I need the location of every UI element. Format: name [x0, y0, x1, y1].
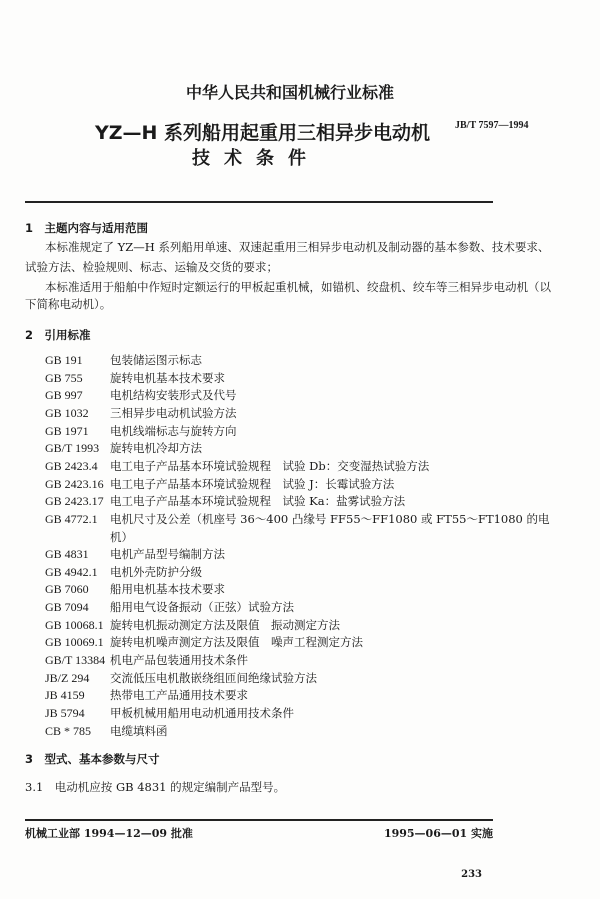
reference-code: GB 2423.17 — [45, 494, 104, 509]
reference-title: 三相异步电动机试验方法 — [110, 405, 237, 420]
reference-item — [45, 652, 248, 668]
reference-item — [45, 723, 168, 739]
reference-title: 电机外壳防护分级 — [110, 564, 202, 579]
reference-title: 旋转电机振动测定方法及限值 振动测定方法 — [110, 617, 340, 632]
paragraph-line: 本标准适用于船舶中作短时定额运行的甲板起重机械，如锚机、绞盘机、绞车等三相异步电动机（以 — [45, 280, 551, 294]
reference-title: 电机线端标志与旋转方向 — [110, 423, 237, 438]
standard-category: 中华人民共和国机械行业标准 — [185, 83, 394, 102]
reference-item — [45, 529, 133, 545]
paragraph-line: 下简称电动机）。 — [25, 297, 112, 311]
reference-title: 电机尺寸及公差（机座号 36～400 凸缘号 FF55～FF1080 或 FT55～FT1080 的电 — [110, 511, 550, 526]
reference-title: 电工电子产品基本环境试验规程 试验 Ka：盐雾试验方法 — [110, 494, 406, 509]
reference-item — [45, 423, 237, 439]
reference-item — [45, 564, 202, 580]
reference-code: GB 10069.1 — [45, 635, 104, 650]
reference-item — [45, 387, 237, 403]
reference-item — [45, 705, 294, 721]
reference-item — [45, 440, 202, 456]
document-title: YZ—H 系列船用起重用三相异步电动机 — [95, 122, 431, 144]
section-2-heading: 2 引用标准 — [25, 328, 91, 342]
reference-item — [45, 670, 317, 686]
reference-item — [45, 599, 294, 615]
reference-item — [45, 581, 225, 597]
reference-title: 旋转电机冷却方法 — [110, 441, 202, 456]
reference-code: GB 4831 — [45, 547, 89, 562]
reference-title: 船用电机基本技术要求 — [110, 582, 225, 597]
reference-title: 甲板机械用船用电动机通用技术条件 — [110, 706, 294, 720]
reference-title: 电缆填料函 — [110, 723, 168, 738]
reference-code: JB/Z 294 — [45, 670, 90, 685]
reference-code: GB 4942.1 — [45, 564, 98, 579]
section-1-heading: 1 主题内容与适用范围 — [25, 221, 149, 235]
reference-code: JB 4159 — [45, 688, 85, 703]
reference-title: 电工电子产品基本环境试验规程 试验 J：长霉试验方法 — [110, 476, 395, 491]
reference-code: GB 7094 — [45, 600, 89, 615]
reference-code: GB 2423.4 — [45, 458, 98, 473]
reference-code: GB 1032 — [45, 405, 89, 420]
reference-item — [45, 511, 550, 527]
reference-title: 交流低压电机散嵌绕组匝间绝缘试验方法 — [110, 670, 317, 685]
reference-title: 包装储运图示标志 — [110, 353, 202, 367]
document-subtitle: 技术条件 — [192, 148, 320, 169]
reference-title: 电工电子产品基本环境试验规程 试验 Db：交变湿热试验方法 — [110, 458, 430, 473]
reference-code: GB 755 — [45, 370, 83, 385]
reference-code: GB 2423.16 — [45, 476, 104, 491]
clause-3-1: 3.1 电动机应按 GB 4831 的规定编制产品型号。 — [25, 780, 286, 794]
reference-code: GB 4772.1 — [45, 511, 98, 526]
reference-title: 热带电工产品通用技术要求 — [110, 688, 248, 703]
approval-date: 机械工业部 1994—12—09 批准 — [25, 827, 193, 840]
reference-item — [45, 352, 202, 368]
reference-title: 电机结构安装形式及代号 — [110, 388, 237, 403]
reference-code: GB 10068.1 — [45, 617, 104, 632]
paragraph-line: 本标准规定了 YZ—H 系列船用单速、双速起重用三相异步电动机及制动器的基本参数、技术要求、 — [45, 240, 550, 254]
reference-code: GB/T 1993 — [45, 441, 100, 456]
reference-code: GB 1971 — [45, 423, 89, 438]
reference-code: GB 7060 — [45, 582, 89, 597]
reference-item — [45, 458, 429, 474]
reference-code: GB 191 — [45, 353, 83, 367]
reference-item — [45, 546, 225, 562]
reference-title: 船用电气设备振动（正弦）试验方法 — [110, 600, 294, 615]
reference-code: JB 5794 — [45, 706, 85, 720]
reference-item — [45, 476, 394, 492]
reference-item — [45, 617, 340, 633]
reference-title: 旋转电机噪声测定方法及限值 噪声工程测定方法 — [110, 635, 363, 650]
standard-code: JB/T 7597—1994 — [455, 120, 529, 131]
reference-title: 机电产品包装通用技术条件 — [110, 653, 248, 668]
paragraph-line: 试验方法、检验规则、标志、运输及交货的要求； — [25, 260, 278, 274]
reference-code: GB 997 — [45, 388, 83, 403]
reference-item — [45, 634, 363, 650]
reference-title: 旋转电机基本技术要求 — [110, 370, 225, 385]
header-rule — [25, 201, 493, 203]
page-number: 233 — [461, 869, 482, 880]
reference-item — [45, 370, 225, 386]
effective-date: 1995—06—01 实施 — [383, 827, 493, 840]
reference-item — [45, 405, 237, 421]
reference-title: 电机产品型号编制方法 — [110, 547, 225, 562]
reference-title: 机） — [110, 529, 133, 544]
reference-code: CB * 785 — [45, 723, 92, 738]
reference-item — [45, 687, 248, 703]
reference-item — [45, 493, 405, 509]
reference-code: GB/T 13384 — [45, 653, 106, 668]
footer-rule — [25, 819, 493, 821]
section-3-heading: 3 型式、基本参数与尺寸 — [25, 752, 160, 766]
